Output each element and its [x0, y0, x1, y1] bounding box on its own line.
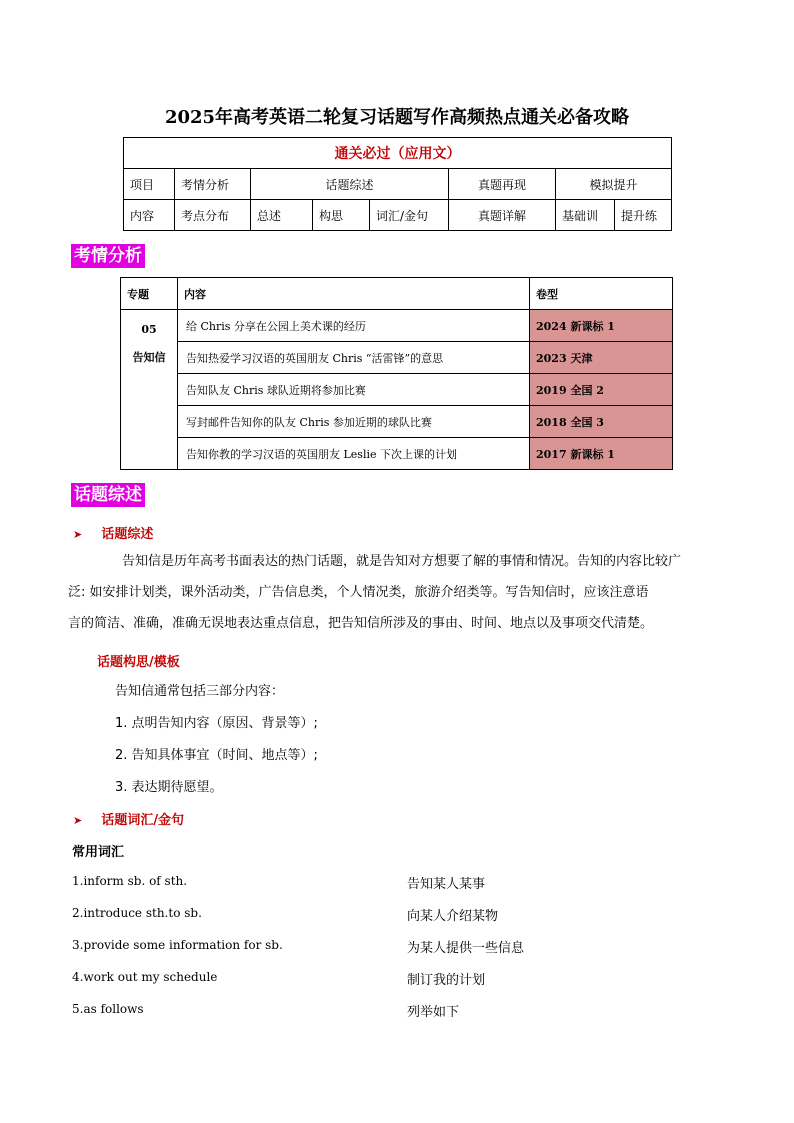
nav-cell: 词汇/金句 — [370, 200, 449, 231]
exam-row-content: 告知队友 Chris 球队近期将参加比赛 — [178, 374, 530, 406]
vocab-en: 4.work out my schedule — [72, 970, 218, 984]
nav-cell: 考情分析 — [175, 169, 251, 200]
topic-name: 告知信 — [132, 351, 166, 364]
exam-row-paper: 2024 新课标 1 — [530, 310, 673, 342]
structure-heading: 话题构思/模板 — [97, 655, 180, 670]
section-heading-topic-overview: 话题综述 — [71, 483, 145, 507]
section-heading-exam-analysis: 考情分析 — [71, 244, 145, 268]
overview-subheading — [73, 523, 153, 542]
vocab-subheading — [73, 809, 184, 828]
exam-table — [120, 277, 673, 470]
vocab-cn: 为某人提供一些信息 — [407, 941, 525, 956]
vocab-en: 1.inform sb. of sth. — [72, 874, 188, 888]
overview-heading: 话题综述 — [101, 527, 154, 542]
structure-item: 2. 告知具体事宜（时间、地点等）; — [115, 748, 318, 763]
structure-item: 1. 点明告知内容（原因、背景等）; — [115, 716, 318, 731]
vocab-cn: 列举如下 — [407, 1005, 460, 1020]
nav-cell: 考点分布 — [175, 200, 251, 231]
exam-row-content: 写封邮件告知你的队友 Chris 参加近期的球队比赛 — [178, 406, 530, 438]
exam-header: 专题 — [121, 278, 178, 310]
topic-number: 05 — [141, 323, 157, 336]
exam-header: 内容 — [178, 278, 530, 310]
exam-row-content: 告知你教的学习汉语的英国朋友 Leslie 下次上课的计划 — [178, 438, 530, 470]
document-title: 2025年高考英语二轮复习话题写作高频热点通关必备攻略 — [164, 107, 630, 128]
exam-row-paper: 2019 全国 2 — [530, 374, 673, 406]
overview-line: 告知信是历年高考书面表达的热门话题，就是告知对方想要了解的事情和情况。告知的内容比较广 — [122, 554, 682, 569]
vocab-cn: 告知某人某事 — [407, 877, 486, 892]
nav-cell: 基础训 — [556, 200, 615, 231]
nav-cell: 项目 — [124, 169, 175, 200]
vocab-heading: 话题词汇/金句 — [101, 813, 185, 828]
exam-row-paper: 2018 全国 3 — [530, 406, 673, 438]
nav-cell: 构思 — [313, 200, 370, 231]
exam-row-content: 给 Chris 分享在公园上美术课的经历 — [178, 310, 530, 342]
structure-item: 3. 表达期待愿望。 — [115, 780, 223, 795]
exam-row-content: 告知热爱学习汉语的英国朋友 Chris “活雷锋”的意思 — [178, 342, 530, 374]
nav-cell: 真题详解 — [449, 200, 556, 231]
nav-cell: 模拟提升 — [556, 169, 672, 200]
common-vocab-label: 常用词汇 — [72, 845, 125, 860]
nav-table — [123, 137, 672, 231]
vocab-en: 5.as follows — [72, 1002, 144, 1016]
overview-line: 言的简洁、准确，准确无误地表达重点信息，把告知信所涉及的事由、时间、地点以及事项交代清楚。 — [68, 616, 654, 631]
exam-row-paper: 2017 新课标 1 — [530, 438, 673, 470]
vocab-cn: 向某人介绍某物 — [407, 909, 499, 924]
nav-cell: 话题综述 — [251, 169, 449, 200]
exam-header: 卷型 — [530, 278, 673, 310]
structure-list — [115, 676, 318, 804]
arrow-bullet-icon: ➤ — [73, 528, 83, 541]
nav-cell: 总述 — [251, 200, 313, 231]
structure-intro: 告知信通常包括三部分内容： — [115, 684, 285, 699]
exam-row-paper: 2023 天津 — [530, 342, 673, 374]
nav-cell: 真题再现 — [449, 169, 556, 200]
nav-cell: 内容 — [124, 200, 175, 231]
vocab-en: 3.provide some information for sb. — [72, 938, 283, 952]
arrow-bullet-icon: ➤ — [73, 814, 83, 827]
vocab-cn: 制订我的计划 — [407, 973, 486, 988]
overview-paragraph — [68, 546, 748, 639]
nav-table-header: 通关必过（应用文） — [124, 138, 672, 169]
topic-cell — [121, 310, 178, 470]
overview-line: 泛: 如安排计划类，课外活动类，广告信息类，个人情况类，旅游介绍类等。写告知信时，应该注意语 — [68, 585, 649, 600]
nav-cell: 提升练 — [615, 200, 672, 231]
vocab-en: 2.introduce sth.to sb. — [72, 906, 202, 920]
